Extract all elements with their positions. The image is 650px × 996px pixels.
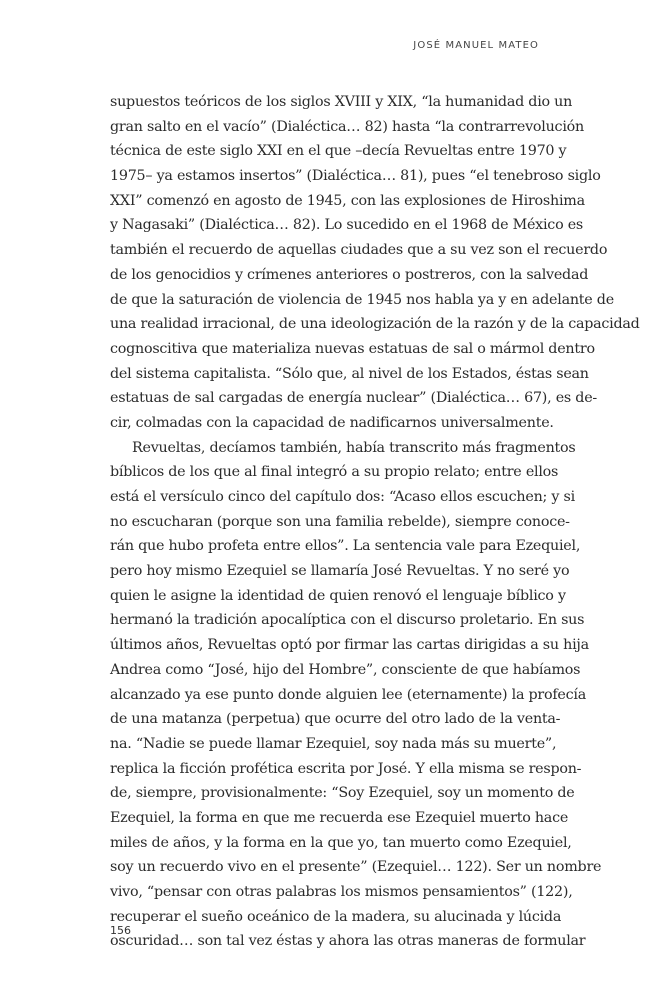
text-line: no escucharan (porque son una familia rebelde), siempre conoce- [110,513,570,530]
running-head: JOSÉ MANUEL MATEO [413,40,539,51]
text-line: soy un recuerdo vivo en el presente” (Ezequiel… 122). Ser un nombre [110,859,602,876]
text-line: de una matanza (perpetua) que ocurre del otro lado de la venta- [110,711,561,728]
text-line: técnica de este siglo XXI en el que –decía Revueltas entre 1970 y [110,143,567,160]
text-line: una realidad irracional, de una ideologización de la razón y de la capacidad [110,316,640,333]
text-line: también el recuerdo de aquellas ciudades que a su vez son el recuerdo [110,242,608,259]
text-line: miles de años, y la forma en la que yo, tan muerto como Ezequiel, [110,834,572,851]
body-text [110,90,640,954]
text-line: y Nagasaki” (Dialéctica… 82). Lo sucedido en el 1968 de México es [110,217,584,234]
page-number: 156 [110,924,131,937]
text-line: Andrea como “José, hijo del Hombre”, consciente de que habíamos [110,661,581,678]
text-line: oscuridad… son tal vez éstas y ahora las otras maneras de formular [110,933,586,950]
text-line: alcanzado ya ese punto donde alguien lee (eternamente) la profecía [110,686,586,703]
text-line: del sistema capitalista. “Sólo que, al nivel de los Estados, éstas sean [110,365,589,382]
text-line: rán que hubo profeta entre ellos”. La sentencia vale para Ezequiel, [110,538,581,555]
text-line: vivo, “pensar con otras palabras los mismos pensamientos” (122), [110,884,573,900]
text-line: de, siempre, provisionalmente: “Soy Ezequiel, soy un momento de [110,785,575,802]
text-line: na. “Nadie se puede llamar Ezequiel, soy nada más su muerte”, [110,735,557,752]
paragraph-first-line: Revueltas, decíamos también, había transcrito más fragmentos [132,439,576,456]
text-line: cognoscitiva que materializa nuevas estatuas de sal o mármol dentro [110,340,595,357]
text-line: últimos años, Revueltas optó por firmar las cartas dirigidas a su hija [110,637,589,654]
text-line: replica la ficción profética escrita por José. Y ella misma se respon- [110,760,582,777]
text-line: está el versículo cinco del capítulo dos: “Acaso ellos escuchen; y si [110,489,575,505]
text-line: XXI” comenzó en agosto de 1945, con las explosiones de Hiroshima [110,192,585,209]
text-line: cir, colmadas con la capacidad de nadificarnos universalmente. [110,414,554,431]
text-line: pero hoy mismo Ezequiel se llamaría José Revueltas. Y no seré yo [110,563,570,580]
text-line: recuperar el sueño oceánico de la madera, su alucinada y lúcida [110,908,562,925]
text-line: de que la saturación de violencia de 1945 nos habla ya y en adelante de [110,291,614,308]
text-line: 1975– ya estamos insertos” (Dialéctica… 81), pues “el tenebroso siglo [110,168,601,185]
text-line: estatuas de sal cargadas de energía nuclear” (Dialéctica… 67), es de- [110,390,598,407]
text-line: bíblicos de los que al final integró a su propio relato; entre ellos [110,464,559,481]
text-line: Ezequiel, la forma en que me recuerda ese Ezequiel muerto hace [110,809,569,826]
text-line: supuestos teóricos de los siglos XVIII y XIX, “la humanidad dio un [110,94,573,110]
text-line: quien le asigne la identidad de quien renovó el lenguaje bíblico y [110,587,566,604]
text-line: hermanó la tradición apocalíptica con el discurso proletario. En sus [110,612,585,629]
text-line: gran salto en el vacío” (Dialéctica… 82) hasta “la contrarrevolución [110,118,584,135]
text-line: de los genocidios y crímenes anteriores o postreros, con la salvedad [110,266,589,283]
